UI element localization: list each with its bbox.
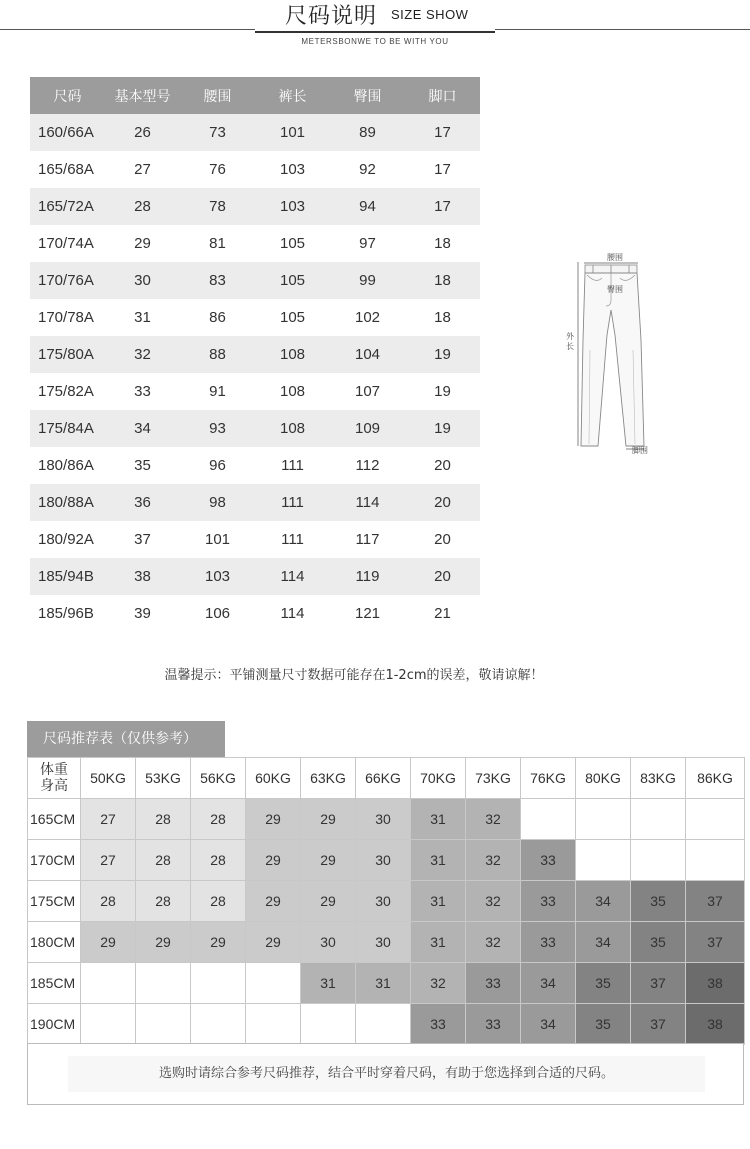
table-cell: 18 [405,262,480,299]
table-cell: 104 [330,336,405,373]
table-cell: 105 [255,225,330,262]
table-cell: 102 [330,299,405,336]
table-row [30,410,480,447]
recommended-size-cell [631,840,686,881]
recommended-size-cell: 29 [246,840,301,881]
table-cell: 175/82A [30,373,105,410]
table-cell: 20 [405,558,480,595]
recommend-row [28,881,745,922]
table-cell: 114 [255,558,330,595]
recommended-size-cell: 32 [466,881,521,922]
table-cell: 114 [330,484,405,521]
table-cell: 21 [405,595,480,632]
outer-length-label: 外长 [566,332,574,351]
recommended-size-cell: 29 [301,840,356,881]
recommended-size-cell: 32 [466,922,521,963]
table-row [30,595,480,632]
table-cell: 32 [105,336,180,373]
table-cell: 108 [255,373,330,410]
recommended-size-cell: 29 [191,922,246,963]
height-row-header: 180CM [28,922,81,963]
weight-column-header: 73KG [466,758,521,799]
recommended-size-cell: 38 [686,963,745,1004]
table-row [30,188,480,225]
recommended-size-cell: 28 [191,840,246,881]
table-cell: 76 [180,151,255,188]
recommended-size-cell [686,799,745,840]
table-cell: 20 [405,447,480,484]
table-cell: 89 [330,114,405,151]
pants-outline-icon [560,250,670,460]
table-cell: 28 [105,188,180,225]
recommended-size-cell: 34 [521,963,576,1004]
size-table-body [30,114,480,632]
height-row-header: 185CM [28,963,81,1004]
recommended-size-cell: 31 [411,881,466,922]
table-cell: 111 [255,447,330,484]
recommended-size-cell: 31 [411,922,466,963]
recommended-size-cell: 33 [521,881,576,922]
table-cell: 91 [180,373,255,410]
table-cell: 26 [105,114,180,151]
table-cell: 20 [405,521,480,558]
recommended-size-cell: 34 [521,1004,576,1045]
table-cell: 112 [330,447,405,484]
table-cell: 92 [330,151,405,188]
table-cell: 180/92A [30,521,105,558]
weight-column-header: 63KG [301,758,356,799]
table-cell: 18 [405,225,480,262]
table-cell: 101 [255,114,330,151]
recommended-size-cell [631,799,686,840]
recommended-size-cell: 32 [466,799,521,840]
table-cell: 38 [105,558,180,595]
table-cell: 175/80A [30,336,105,373]
table-row [30,484,480,521]
table-cell: 96 [180,447,255,484]
column-header: 尺码 [30,77,105,114]
height-row-header: 190CM [28,1004,81,1045]
recommended-size-cell: 33 [521,840,576,881]
height-row-header: 170CM [28,840,81,881]
recommended-size-cell [136,1004,191,1045]
recommended-size-cell: 38 [686,1004,745,1045]
table-cell: 17 [405,151,480,188]
table-cell: 170/76A [30,262,105,299]
hem-label: 脚围 [632,446,648,455]
table-cell: 160/66A [30,114,105,151]
recommended-size-cell [521,799,576,840]
table-row [30,447,480,484]
table-cell: 78 [180,188,255,225]
recommended-size-cell: 35 [631,881,686,922]
header-divider-left [0,29,255,30]
table-cell: 119 [330,558,405,595]
weight-column-header: 80KG [576,758,631,799]
column-header: 裤长 [255,77,330,114]
page-header [0,0,750,60]
recommended-size-cell: 29 [246,881,301,922]
height-row-header: 175CM [28,881,81,922]
recommended-size-cell [576,840,631,881]
size-table [30,77,480,632]
recommend-row [28,840,745,881]
table-cell: 99 [330,262,405,299]
height-row-header: 165CM [28,799,81,840]
table-row [30,521,480,558]
table-cell: 18 [405,299,480,336]
column-header: 基本型号 [105,77,180,114]
recommended-size-cell: 29 [301,881,356,922]
recommended-size-cell: 31 [356,963,411,1004]
table-cell: 165/72A [30,188,105,225]
table-cell: 81 [180,225,255,262]
recommended-size-cell: 33 [411,1004,466,1045]
table-cell: 108 [255,410,330,447]
header-divider-right [495,29,750,30]
table-cell: 35 [105,447,180,484]
recommended-size-cell: 27 [81,799,136,840]
table-row [30,114,480,151]
table-cell: 103 [255,151,330,188]
table-cell: 165/68A [30,151,105,188]
recommended-size-cell: 29 [301,799,356,840]
page-title: 尺码说明 [285,4,378,29]
recommended-size-cell: 31 [411,799,466,840]
table-cell: 31 [105,299,180,336]
recommended-size-cell: 35 [631,922,686,963]
recommended-size-cell [191,1004,246,1045]
column-header: 脚口 [405,77,480,114]
recommended-size-cell: 28 [191,881,246,922]
table-row [30,262,480,299]
table-cell: 36 [105,484,180,521]
brand-tagline: METERSBONWE TO BE WITH YOU [301,37,449,46]
table-row [30,225,480,262]
table-cell: 97 [330,225,405,262]
weight-column-header: 70KG [411,758,466,799]
table-row [30,151,480,188]
recommended-size-cell: 34 [576,881,631,922]
table-cell: 101 [180,521,255,558]
weight-column-header: 83KG [631,758,686,799]
recommended-size-cell: 31 [411,840,466,881]
table-cell: 73 [180,114,255,151]
recommended-size-cell: 32 [466,840,521,881]
recommended-size-cell: 30 [356,922,411,963]
recommended-size-cell: 35 [576,1004,631,1045]
table-cell: 30 [105,262,180,299]
recommended-size-cell: 29 [136,922,191,963]
table-cell: 33 [105,373,180,410]
table-cell: 114 [255,595,330,632]
recommended-size-cell [356,1004,411,1045]
height-label: 身高 [40,778,68,794]
recommended-size-cell: 29 [81,922,136,963]
weight-column-header: 56KG [191,758,246,799]
table-cell: 93 [180,410,255,447]
recommended-size-cell: 37 [686,922,745,963]
table-cell: 83 [180,262,255,299]
recommended-size-cell: 33 [466,963,521,1004]
table-cell: 185/94B [30,558,105,595]
recommended-size-cell: 28 [136,881,191,922]
table-cell: 175/84A [30,410,105,447]
table-cell: 109 [330,410,405,447]
recommend-row [28,799,745,840]
size-table-header [30,77,480,114]
recommend-table-body [28,799,745,1045]
recommended-size-cell: 35 [576,963,631,1004]
recommended-size-cell: 28 [191,799,246,840]
recommended-size-cell [136,963,191,1004]
table-cell: 107 [330,373,405,410]
recommended-size-cell: 31 [301,963,356,1004]
recommended-size-cell: 33 [466,1004,521,1045]
recommended-size-cell [246,1004,301,1045]
recommend-title: 尺码推荐表（仅供参考） [27,721,225,757]
recommended-size-cell: 37 [631,963,686,1004]
weight-column-header: 76KG [521,758,576,799]
table-cell: 29 [105,225,180,262]
table-row [30,558,480,595]
recommend-row [28,922,745,963]
table-cell: 108 [255,336,330,373]
page-title-english: SIZE SHOW [391,7,469,22]
table-cell: 34 [105,410,180,447]
table-cell: 121 [330,595,405,632]
recommended-size-cell: 32 [411,963,466,1004]
weight-column-header: 86KG [686,758,745,799]
weight-column-header: 53KG [136,758,191,799]
recommended-size-cell [191,963,246,1004]
recommend-row [28,1004,745,1045]
table-cell: 19 [405,373,480,410]
table-cell: 180/88A [30,484,105,521]
table-cell: 185/96B [30,595,105,632]
table-row [30,373,480,410]
table-cell: 170/78A [30,299,105,336]
weight-height-corner [28,758,81,799]
recommended-size-cell [246,963,301,1004]
table-row [30,299,480,336]
table-cell: 105 [255,262,330,299]
recommended-size-cell [81,963,136,1004]
table-cell: 103 [255,188,330,225]
recommended-size-cell: 27 [81,840,136,881]
recommended-size-cell: 34 [576,922,631,963]
table-cell: 86 [180,299,255,336]
recommended-size-cell: 30 [356,881,411,922]
size-recommend-table [27,757,745,1045]
table-cell: 27 [105,151,180,188]
recommend-row [28,963,745,1004]
table-cell: 94 [330,188,405,225]
recommended-size-cell [81,1004,136,1045]
recommend-footer-text: 选购时请综合参考尺码推荐，结合平时穿着尺码，有助于您选择到合适的尺码。 [68,1056,705,1092]
column-header: 腰围 [180,77,255,114]
table-cell: 17 [405,188,480,225]
recommended-size-cell: 28 [81,881,136,922]
weight-column-header: 66KG [356,758,411,799]
table-cell: 17 [405,114,480,151]
recommended-size-cell: 30 [301,922,356,963]
recommended-size-cell: 28 [136,840,191,881]
table-cell: 37 [105,521,180,558]
recommended-size-cell: 28 [136,799,191,840]
table-cell: 88 [180,336,255,373]
table-cell: 103 [180,558,255,595]
table-cell: 19 [405,410,480,447]
hip-label: 臀围 [607,285,623,294]
recommend-footer [27,1043,744,1105]
table-cell: 106 [180,595,255,632]
weight-column-header: 60KG [246,758,301,799]
measurement-note: 温馨提示：平铺测量尺寸数据可能存在1-2cm的误差，敬请谅解！ [164,668,544,683]
recommend-header-row [28,758,745,799]
recommended-size-cell: 30 [356,840,411,881]
table-row [30,336,480,373]
column-header: 臀围 [330,77,405,114]
table-cell: 111 [255,484,330,521]
recommended-size-cell: 37 [686,881,745,922]
table-cell: 19 [405,336,480,373]
weight-label: 体重 [40,762,68,778]
recommended-size-cell [576,799,631,840]
recommended-size-cell: 29 [246,799,301,840]
table-cell: 39 [105,595,180,632]
recommended-size-cell: 33 [521,922,576,963]
waist-label: 腰围 [607,253,623,262]
recommended-size-cell [686,840,745,881]
table-cell: 105 [255,299,330,336]
pants-measurement-diagram [560,250,670,460]
recommended-size-cell: 29 [246,922,301,963]
table-cell: 98 [180,484,255,521]
recommended-size-cell [301,1004,356,1045]
weight-column-header: 50KG [81,758,136,799]
table-cell: 111 [255,521,330,558]
table-cell: 20 [405,484,480,521]
table-cell: 117 [330,521,405,558]
table-cell: 180/86A [30,447,105,484]
table-cell: 170/74A [30,225,105,262]
recommended-size-cell: 37 [631,1004,686,1045]
recommended-size-cell: 30 [356,799,411,840]
